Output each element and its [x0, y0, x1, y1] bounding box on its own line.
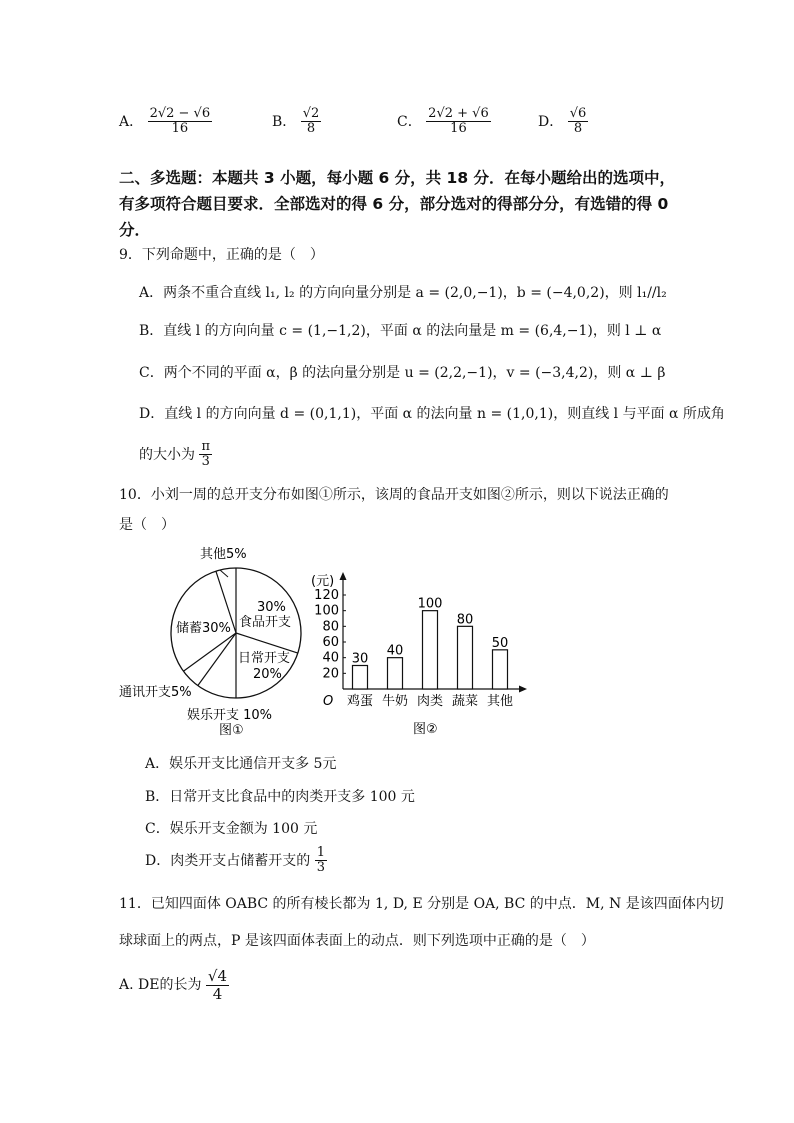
pie-label-other: 其他5% — [200, 547, 247, 562]
bar-data-label: 30 — [351, 651, 369, 667]
pie-label-food-pct: 30% — [257, 600, 286, 615]
bar-data-label: 80 — [456, 612, 474, 628]
bar — [388, 658, 403, 689]
y-tick-label: 20 — [322, 666, 339, 682]
fraction: $\frac{2√2 + √6}{16}$ — [428, 106, 489, 137]
origin-label: O — [323, 694, 334, 709]
fraction: $\frac{\pi}{3}$ — [201, 439, 210, 470]
q10-option-c: C．娱乐开支金额为 100 元 — [145, 821, 318, 837]
x-axis-arrow — [519, 686, 527, 693]
pie-label-daily-pct: 20% — [253, 667, 282, 682]
fraction: $\frac{1}{3}$ — [316, 845, 325, 876]
bar — [458, 626, 473, 689]
bar — [353, 666, 368, 690]
pie-chart-figure — [115, 544, 310, 744]
q8-option-a — [119, 107, 212, 137]
leader-line-other — [220, 570, 228, 577]
q9-option-a: A．两条不重合直线 l₁, l₂ 的方向向量分别是 a = (2,0,−1)，b = (−4,0,2)，则 l₁//l₂ — [139, 285, 667, 301]
q8-option-c — [397, 107, 491, 137]
x-category-label: 其他 — [486, 694, 514, 709]
option-letter: A． — [119, 113, 144, 130]
y-tick-label: 60 — [322, 635, 339, 650]
y-ticks — [314, 588, 346, 681]
fraction: $\frac{√6}{8}$ — [569, 106, 587, 137]
section-heading-line1: 二、多选题：本题共 3 小题，每小题 6 分，共 18 分．在每小题给出的选项中， — [119, 169, 676, 187]
y-axis-label: (元) — [311, 574, 335, 589]
q9-option-d: D．直线 l 的方向向量 d = (0,1,1)，平面 α 的法向量 n = (1,0,1)，则直线 l 与平面 α 所成角 — [139, 406, 725, 422]
q8-option-b — [272, 107, 321, 137]
fraction: $\frac{√2}{8}$ — [302, 106, 320, 137]
q11-stem-line2: 球球面上的两点，P 是该四面体表面上的动点．则下列选项中正确的是（ ） — [119, 933, 595, 949]
bar-caption: 图② — [413, 722, 438, 737]
option-letter: D． — [538, 113, 564, 130]
bar — [493, 650, 508, 689]
q9-option-c: C．两个不同的平面 α，β 的法向量分别是 u = (2,2,−1)，v = (−3,4,2)，则 α ⊥ β — [139, 365, 666, 381]
q9-option-d-cont: 的大小为 $\frac{\pi}{3}$ — [139, 439, 210, 470]
q10-stem-line2: 是（ ） — [119, 517, 175, 533]
bars — [347, 597, 513, 709]
bar-chart — [308, 566, 538, 742]
pie-slice-edge — [198, 633, 236, 686]
bar — [423, 611, 438, 689]
pie-label-food: 食品开支 — [239, 615, 292, 630]
pie-slice-edge — [183, 633, 236, 671]
q9-option-b: B．直线 l 的方向向量 c = (1,−1,2)，平面 α 的法向量是 m = (6,4,−1)，则 l ⊥ α — [139, 323, 662, 339]
q10-option-a: A．娱乐开支比通信开支多 5元 — [145, 756, 337, 772]
q10-option-b: B．日常开支比食品中的肉类开支多 100 元 — [145, 789, 415, 805]
bar-data-label: 100 — [417, 596, 443, 612]
q10-option-d: D．肉类开支占储蓄开支的 $\frac{1}{3}$ — [145, 845, 325, 876]
x-category-label: 牛奶 — [381, 694, 409, 709]
bar-data-label: 40 — [386, 643, 404, 659]
x-category-label: 鸡蛋 — [346, 694, 374, 709]
option-letter: C． — [397, 113, 422, 130]
bar-data-label: 50 — [491, 635, 509, 651]
pie-label-ent: 娱乐开支 10% — [187, 708, 273, 723]
pie-label-savings: 储蓄30% — [176, 621, 231, 636]
pie-label-comm: 通讯开支5% — [119, 685, 192, 700]
y-tick-label: 120 — [314, 588, 339, 603]
q11-option-a: A. DE的长为 $\frac{√4}{4}$ — [119, 967, 228, 1003]
section-heading-line2: 有多项符合题目要求．全部选对的得 6 分，部分选对的得部分分，有选错的得 0 — [119, 195, 669, 213]
fraction: $\frac{2√2 - √6}{16}$ — [149, 106, 211, 137]
q8-option-d — [538, 107, 588, 137]
pie-label-daily: 日常开支 — [238, 651, 291, 666]
section-heading-line3: 分． — [119, 221, 151, 239]
q10-stem-line1: 10．小刘一周的总开支分布如图①所示，该周的食品开支如图②所示，则以下说法正确的 — [119, 487, 669, 503]
q9-stem: 9．下列命题中，正确的是（ ） — [119, 247, 324, 263]
pie-caption: 图① — [219, 723, 244, 738]
option-letter: B． — [272, 113, 297, 130]
q11-stem-line1: 11．已知四面体 OABC 的所有棱长都为 1, D, E 分别是 OA, BC 的中点．M, N 是该四面体内切 — [119, 896, 724, 912]
x-category-label: 肉类 — [416, 694, 444, 709]
y-axis-arrow — [340, 572, 347, 580]
y-tick-label: 100 — [314, 603, 339, 619]
y-tick-label: 40 — [322, 650, 339, 666]
fraction: $\frac{√4}{4}$ — [207, 967, 228, 1003]
y-tick-label: 80 — [322, 619, 339, 635]
x-category-label: 蔬菜 — [451, 694, 479, 709]
